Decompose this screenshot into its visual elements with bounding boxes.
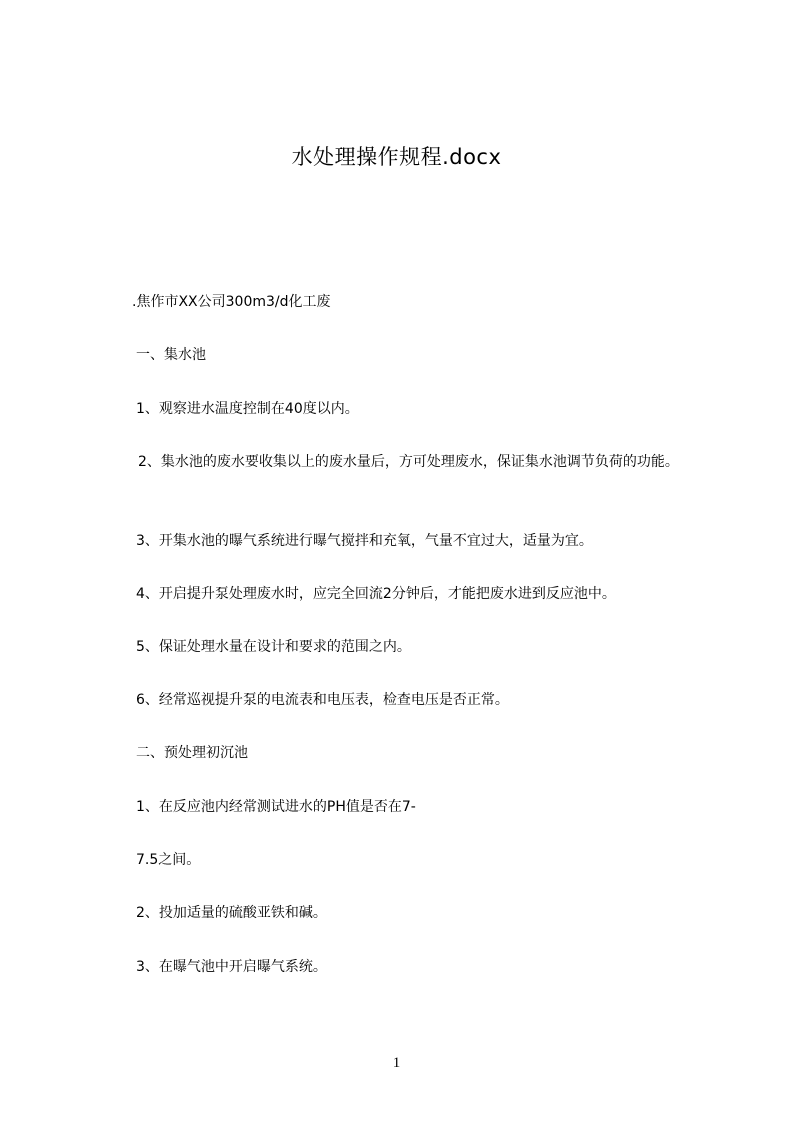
list-item-wrapped: 2、集水池的废水要收集以上的废水量后，方可处理废水，保证集水池调节负荷的功能。 (138, 454, 679, 470)
section-heading-pretreatment: 二、预处理初沉池 (136, 745, 248, 761)
list-item: 2、投加适量的硫酸亚铁和碱。 (136, 905, 327, 921)
intro-line: .焦作市XX公司300m3/d化工废 (132, 294, 331, 310)
list-item: 1、观察进水温度控制在40度以内。 (136, 401, 359, 417)
list-item: 1、在反应池内经常测试进水的PH值是否在7- (136, 799, 416, 815)
document-title: 水处理操作规程.docx (291, 145, 502, 169)
list-item: 4、开启提升泵处理废水时，应完全回流2分钟后，才能把废水进到反应池中。 (136, 586, 616, 602)
section-heading-collection-tank: 一、集水池 (136, 347, 206, 363)
list-item: 6、经常巡视提升泵的电流表和电压表，检查电压是否正常。 (136, 692, 509, 708)
list-item: 3、开集水池的曝气系统进行曝气搅拌和充氧，气量不宜过大，适量为宜。 (136, 533, 593, 549)
list-item-continuation: 7.5之间。 (136, 852, 201, 868)
list-item: 3、在曝气池中开启曝气系统。 (136, 959, 327, 975)
page-number: 1 (392, 1055, 401, 1071)
list-item: 5、保证处理水量在设计和要求的范围之内。 (136, 639, 411, 655)
